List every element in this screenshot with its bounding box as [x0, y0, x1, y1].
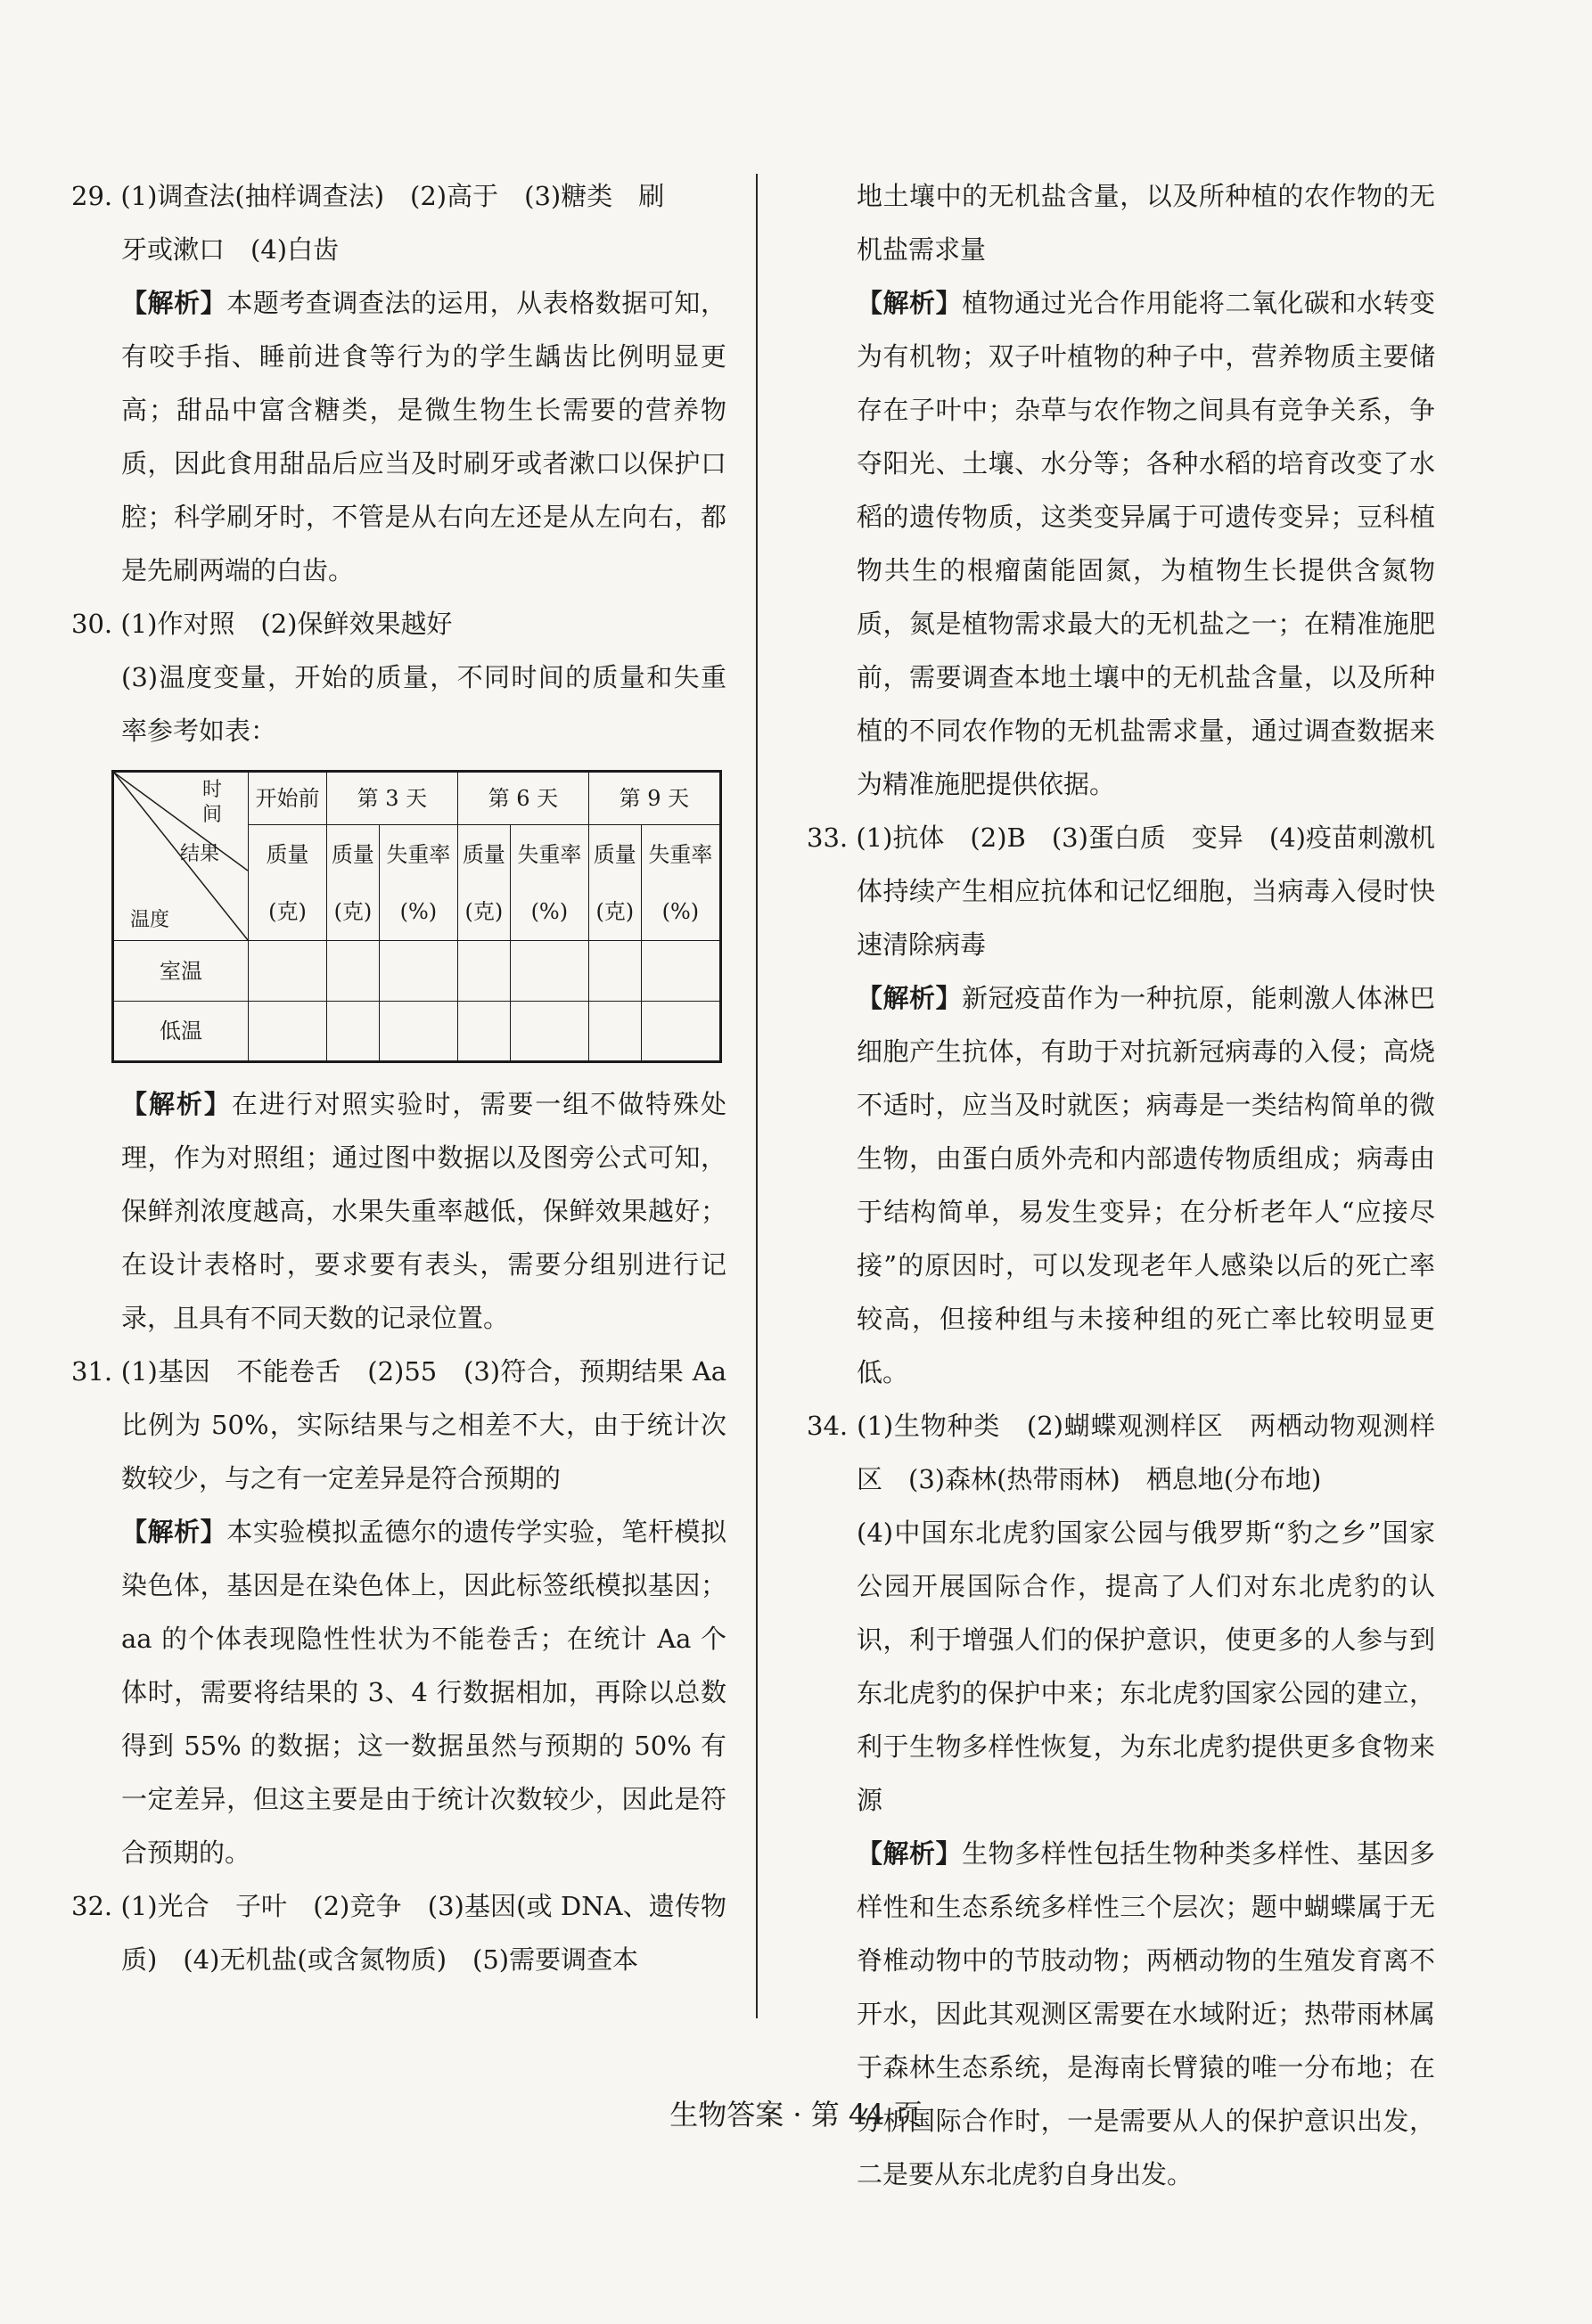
table-cell	[379, 1002, 457, 1062]
analysis-tag: 【解析】	[857, 288, 963, 318]
table-cell	[249, 941, 327, 1002]
sub-header-mass: 质量 (克)	[588, 825, 641, 941]
column-divider	[756, 174, 758, 2018]
q29-answer: 29. (1)调查法(抽样调查法) (2)高于 (3)糖类 刷 牙或漱口 (4)白齿	[71, 181, 665, 265]
q30-result-table	[111, 770, 722, 1063]
analysis-tag: 【解析】	[121, 1089, 232, 1119]
table-cell	[641, 1002, 720, 1062]
table-cell	[457, 941, 510, 1002]
q33-answer: 33. (1)抗体 (2)B (3)蛋白质 变异 (4)疫苗刺激机体持续产生相应抗体和记忆细胞，当病毒入侵时快速清除病毒	[807, 822, 1435, 960]
corner-result: 结果	[179, 843, 219, 865]
q32-answer-continued: 地土壤中的无机盐含量，以及所种植的农作物的无机盐需求量	[857, 181, 1435, 265]
right-column	[807, 169, 1435, 2201]
sub-header-mass: 质量 (克)	[326, 825, 379, 941]
analysis-tag: 【解析】	[857, 983, 963, 1013]
left-column	[71, 169, 726, 1986]
q31-explanation: 【解析】本实验模拟孟德尔的遗传学实验，笔杆模拟染色体，基因是在染色体上，因此标签纸模拟基因；aa 的个体表现隐性性状为不能卷舌；在统计 Aa 个体时，需要将结果的 3、4 行数据相加，再除以总数得到 55% 的数据；这一数据虽然与预期的 50% 有一定差异，但这主要是由于统计次数较少，因此是符合预期的。	[121, 1517, 726, 1868]
q31-answer: 31. (1)基因 不能卷舌 (2)55 (3)符合，预期结果 Aa 比例为 50%，实际结果与之相差不大，由于统计次数较少，与之有一定差异是符合预期的	[71, 1356, 726, 1493]
q32-answer: 32. (1)光合 子叶 (2)竞争 (3)基因(或 DNA、遗传物质) (4)无机盐(或含氮物质) (5)需要调查本	[71, 1891, 726, 1975]
sub-header-loss: 失重率 (%)	[641, 825, 720, 941]
group-header: 开始前	[249, 772, 327, 825]
analysis-tag: 【解析】	[121, 288, 227, 318]
sub-header-loss: 失重率 (%)	[379, 825, 457, 941]
group-header: 第 3 天	[326, 772, 457, 825]
group-header: 第 6 天	[457, 772, 588, 825]
corner-temp: 温度	[130, 909, 170, 931]
table-cell	[379, 941, 457, 1002]
group-header: 第 9 天	[588, 772, 720, 825]
q29-explanation: 【解析】本题考查调查法的运用，从表格数据可知，有咬手指、睡前进食等行为的学生龋齿比例明显更高；甜品中富含糖类，是微生物生长需要的营养物质，因此食用甜品后应当及时刷牙或者漱口以保护口腔；科学刷牙时，不管是从右向左还是从左向右，都是先刷两端的白齿。	[121, 288, 726, 585]
q34-answer-4: (4)中国东北虎豹国家公园与俄罗斯“豹之乡”国家公园开展国际合作，提高了人们对东北虎豹的认识，利于增强人们的保护意识，使更多的人参与到东北虎豹的保护中来；东北虎豹国家公园的建立，利于生物多样性恢复，为东北虎豹提供更多食物来源	[857, 1518, 1435, 1815]
table-cell	[588, 1002, 641, 1062]
table-cell	[457, 1002, 510, 1062]
row-label: 室温	[113, 941, 249, 1002]
q34-answer: 34. (1)生物种类 (2)蝴蝶观测样区 两栖动物观测样区 (3)森林(热带雨林) 栖息地(分布地)	[807, 1411, 1435, 1494]
table-cell	[326, 1002, 379, 1062]
sub-header-loss: 失重率 (%)	[510, 825, 588, 941]
table-cell	[510, 941, 588, 1002]
analysis-tag: 【解析】	[857, 1838, 963, 1869]
q30-answer: 30. (1)作对照 (2)保鲜效果越好	[71, 609, 453, 639]
page-footer: 生物答案 · 第 44 页	[669, 2098, 923, 2132]
q30-answer-3: (3)温度变量，开始的质量，不同时间的质量和失重率参考如表：	[121, 662, 726, 746]
sub-header-mass: 质量 (克)	[457, 825, 510, 941]
table-cell	[588, 941, 641, 1002]
analysis-tag: 【解析】	[121, 1517, 227, 1547]
q32-explanation: 【解析】植物通过光合作用能将二氧化碳和水转变为有机物；双子叶植物的种子中，营养物质主要储存在子叶中；杂草与农作物之间具有竞争关系，争夺阳光、土壤、水分等；各种水稻的培育改变了水稻的遗传物质，这类变异属于可遗传变异；豆科植物共生的根瘤菌能固氮，为植物生长提供含氮物质，氮是植物需求最大的无机盐之一；在精准施肥前，需要调查本地土壤中的无机盐含量，以及所种植的不同农作物的无机盐需求量，通过调查数据来为精准施肥提供依据。	[857, 288, 1435, 799]
table-corner-header	[113, 772, 249, 941]
table-cell	[641, 941, 720, 1002]
q33-explanation: 【解析】新冠疫苗作为一种抗原，能刺激人体淋巴细胞产生抗体，有助于对抗新冠病毒的入侵；高烧不适时，应当及时就医；病毒是一类结构简单的微生物，由蛋白质外壳和内部遗传物质组成；病毒由于结构简单，易发生变异；在分析老年人“应接尽接”的原因时，可以发现老年人感染以后的死亡率较高，但接种组与未接种组的死亡率比较明显更低。	[857, 983, 1435, 1387]
sub-header-mass: 质量 (克)	[249, 825, 327, 941]
corner-time: 时间	[201, 779, 222, 826]
row-label: 低温	[113, 1002, 249, 1062]
q30-explanation: 【解析】在进行对照实验时，需要一组不做特殊处理，作为对照组；通过图中数据以及图旁公式可知，保鲜剂浓度越高，水果失重率越低，保鲜效果越好；在设计表格时，要求要有表头，需要分组别进行记录，且具有不同天数的记录位置。	[121, 1089, 726, 1333]
table-cell	[249, 1002, 327, 1062]
table-cell	[326, 941, 379, 1002]
table-cell	[510, 1002, 588, 1062]
q34-explanation: 【解析】生物多样性包括生物种类多样性、基因多样性和生态系统多样性三个层次；题中蝴蝶属于无脊椎动物中的节肢动物；两栖动物的生殖发育离不开水，因此其观测区需要在水域附近；热带雨林属于森林生态系统，是海南长臂猿的唯一分布地；在分析国际合作时，一是需要从人的保护意识出发，二是要从东北虎豹自身出发。	[857, 1838, 1435, 2189]
